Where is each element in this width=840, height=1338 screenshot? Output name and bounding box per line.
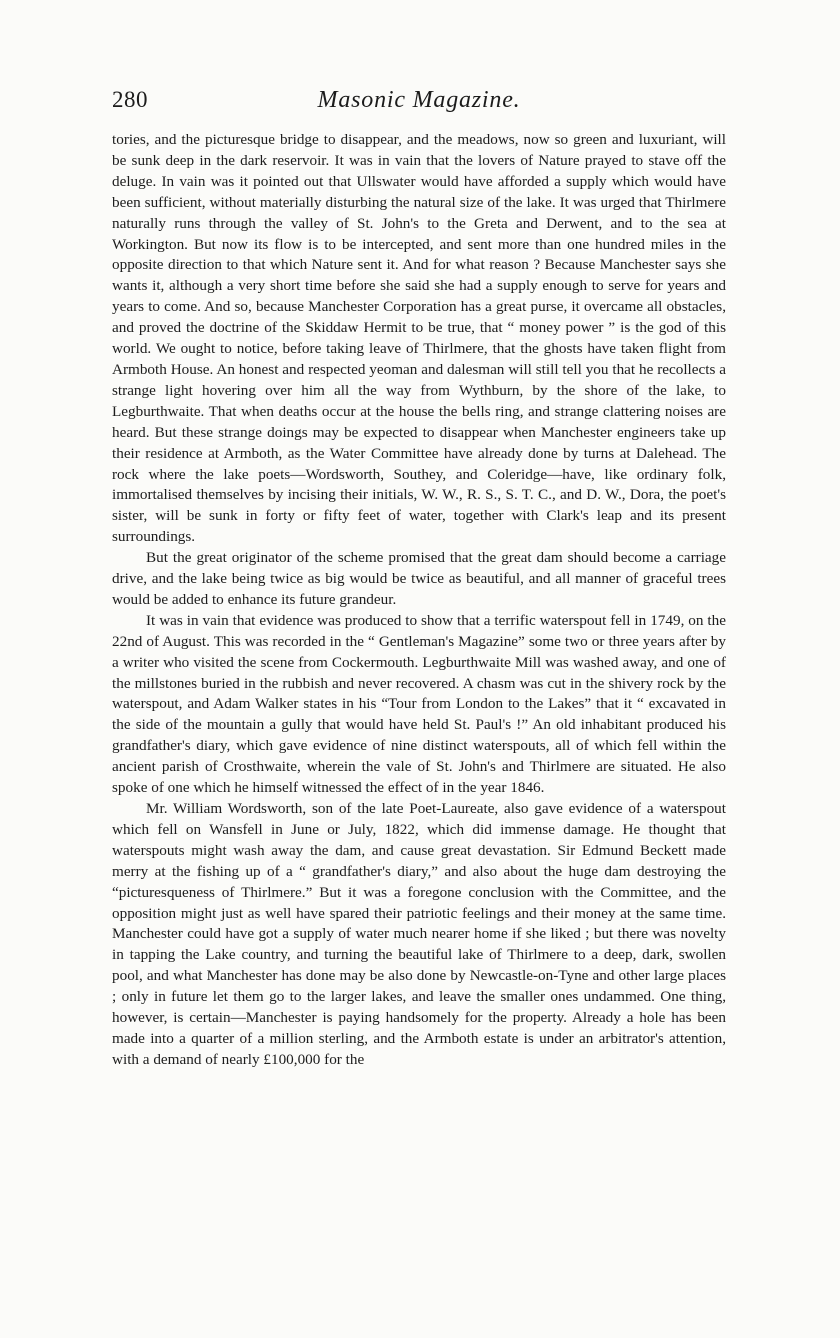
paragraph: It was in vain that evidence was produced to show that a terrific waterspout fell in 1749, on the 22nd of August. This was recorded in the “ Gentleman's Magazine” some two or three years after by a writer who visited the scene from Cockermouth. Legburthwaite Mill was washed away, and one of the millstones buried in the rubbish and never recovered. A chasm was cut in the shivery rock by the waterspout, and Adam Walker states in his “Tour from London to the Lakes” that it “ excavated in the side of the mountain a gully that would have held St. Paul's !” An old inhabitant produced his grandfather's diary, which gave evidence of nine distinct waterspouts, all of which fell within the ancient parish of Crosthwaite, wherein the vale of St. John's and Thirlmere are situated. He also spoke of one which he himself witnessed the effect of in the year 1846. (112, 611, 726, 797)
running-title: Masonic Magazine. (317, 87, 521, 113)
paragraph: Mr. William Wordsworth, son of the late Poet-Laureate, also gave evidence of a waterspout which fell on Wansfell in June or July, 1822, which did immense damage. He thought that waterspouts might wash away the dam, and cause great devastation. Sir Edmund Beckett made merry at the fishing up of a “ grandfather's diary,” and also about the huge dam destroying the “picturesqueness of Thirlmere.” But it was a foregone conclusion with the Committee, and the opposition might just as well have spared their patriotic feelings and their money at the same time. Manchester could have got a supply of water much nearer home if she liked ; but there was novelty in tapping the Lake country, and turning the beautiful lake of Thirlmere to a deep, dark, swollen pool, and what Manchester has done may be also done by Newcastle-on-Tyne and other large places ; only in future let them go to the larger lakes, and leave the smaller ones undammed. One thing, however, is certain—Manchester is paying handsomely for the property. Already a hole has been made into a quarter of a million sterling, and the Armboth estate is under an arbitrator's attention, with a demand of nearly £100,000 for the (112, 800, 726, 1068)
article-body (112, 130, 726, 1071)
page-header (112, 86, 726, 118)
page-number: 280 (112, 87, 148, 112)
paragraph: But the great originator of the scheme promised that the great dam should become a carriage drive, and the lake being twice as big would be twice as beautiful, and all manner of graceful trees would be added to enhance its future grandeur. (112, 549, 726, 608)
paragraph: tories, and the picturesque bridge to disappear, and the meadows, now so green and luxuriant, will be sunk deep in the dark reservoir. It was in vain that the lovers of Nature prayed to stave off the deluge. In vain was it pointed out that Ullswater would have afforded a supply which would have been sufficient, without materially disturbing the natural size of the lake. It was urged that Thirlmere naturally runs through the valley of St. John's to the Greta and Derwent, and to the sea at Workington. But now its flow is to be intercepted, and sent more than one hundred miles in the opposite direction to that which Nature sent it. And for what reason ? Because Manchester says she wants it, although a very short time before she said she had a supply enough to serve for years and years to come. And so, because Manchester Corporation has a great purse, it overcame all obstacles, and proved the doctrine of the Skiddaw Hermit to be true, that “ money power ” is the god of this world. We ought to notice, before taking leave of Thirlmere, that the ghosts have taken flight from Armboth House. An honest and respected yeoman and dalesman will still tell you that he recollects a strange light hovering over him all the way from Wythburn, by the shore of the lake, to Legburthwaite. That when deaths occur at the house the bells ring, and strange clattering noises are heard. But these strange doings may be expected to disappear when Manchester engineers take up their residence at Armboth, as the Water Committee have already done by turns at Dalehead. The rock where the lake poets—Wordsworth, Southey, and Coleridge—have, like ordinary folk, immortalised themselves by incising their initials, W. W., R. S., S. T. C., and D. W., Dora, the poet's sister, will be sunk in forty or fifty feet of water, together with Clark's leap and its present surroundings. (112, 131, 726, 546)
